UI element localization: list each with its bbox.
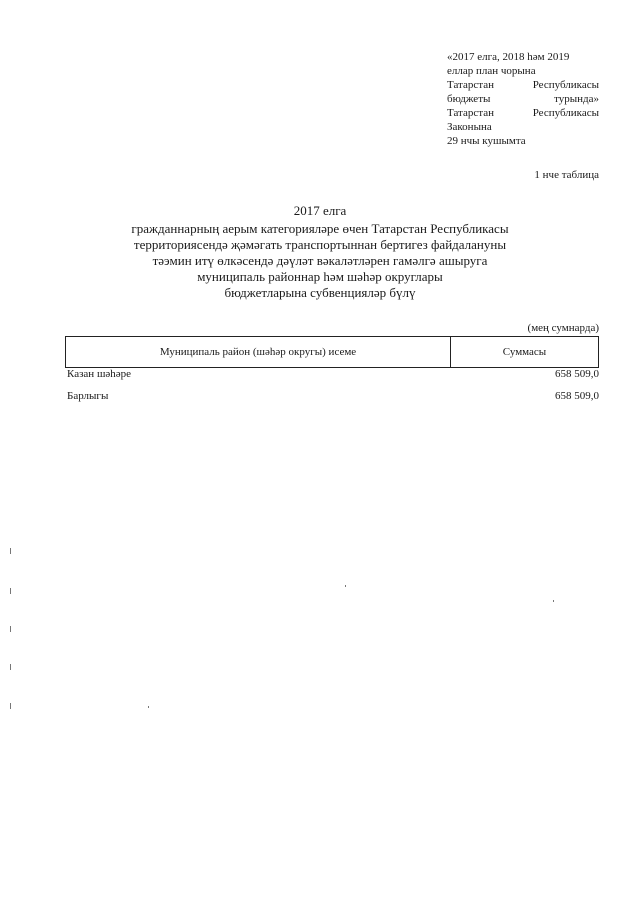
header-note-word: Республикасы xyxy=(532,107,599,119)
title-line: тәэмин итү өлкәсендә дәүләт вәкаләтләрен гамәлгә ашыруга xyxy=(152,253,488,268)
row-name: Барлыгы xyxy=(67,390,109,402)
header-note-line xyxy=(447,92,599,106)
scan-speck xyxy=(148,706,149,708)
header-note-line xyxy=(447,78,599,92)
header-note-word: бюджеты xyxy=(447,93,491,105)
title-line: территориясендә җәмәгать транспортыннан бертигез файдалануны xyxy=(133,237,507,252)
header-note-line: «2017 елга, 2018 һәм 2019 xyxy=(447,51,570,63)
header-note-line: еллар план чорына xyxy=(447,65,536,77)
scan-speck xyxy=(10,588,11,594)
table-body xyxy=(67,368,599,412)
header-note-word: Республикасы xyxy=(532,79,599,91)
title-year: 2017 елга xyxy=(293,203,347,218)
title-line: бюджетларына субвенцияләр бүлү xyxy=(224,285,416,300)
scan-speck xyxy=(10,664,11,670)
header-note-line: 29 нчы кушымта xyxy=(447,135,526,147)
table-header-row xyxy=(66,337,599,368)
table-row xyxy=(67,390,599,412)
table-number: 1 нче таблица xyxy=(534,169,599,181)
scan-speck xyxy=(553,600,554,602)
title-line: гражданнарның аерым категорияләре өчен Татарстан Республикасы xyxy=(131,221,509,236)
scan-speck xyxy=(10,548,11,554)
title-line: муниципаль районнар һәм шәһәр округлары xyxy=(197,269,443,284)
subvention-table-header xyxy=(65,336,599,368)
table-row xyxy=(67,368,599,390)
header-note-word: Татарстан xyxy=(447,79,494,91)
row-amount: 658 509,0 xyxy=(555,368,599,380)
scan-speck xyxy=(10,703,11,709)
scan-speck xyxy=(345,585,346,587)
header-note-line: Законына xyxy=(447,121,492,133)
row-amount: 658 509,0 xyxy=(555,390,599,402)
document-title xyxy=(80,203,560,301)
header-note-word: турында» xyxy=(554,93,599,105)
units-label: (мең сумнарда) xyxy=(527,322,599,334)
column-header-name: Муниципаль район (шәһәр округы) исеме xyxy=(66,337,451,368)
header-note-line xyxy=(447,106,599,120)
header-note-word: Татарстан xyxy=(447,107,494,119)
row-name: Казан шәһәре xyxy=(67,368,132,380)
scan-speck xyxy=(10,626,11,632)
header-note xyxy=(447,50,599,148)
column-header-amount: Суммасы xyxy=(451,337,599,368)
